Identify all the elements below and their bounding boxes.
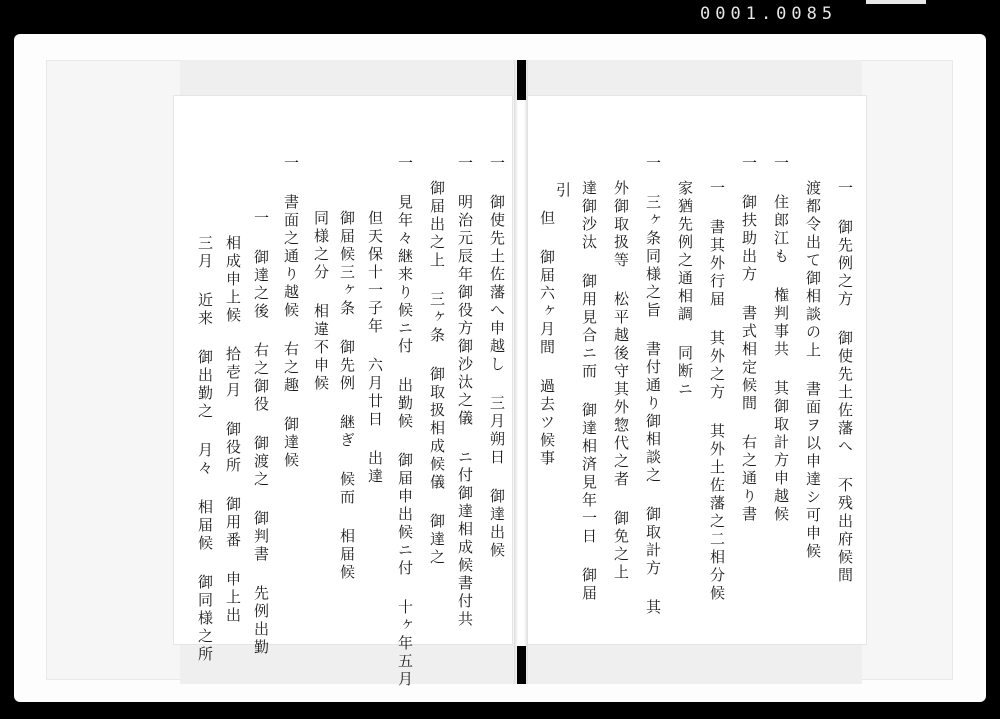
spine-clip-top bbox=[517, 60, 526, 100]
book-spine bbox=[514, 60, 528, 684]
right-page-line: 達御沙汰 御用見合ニ而 御達相済見年一日 御届 bbox=[580, 180, 598, 603]
left-page-top-margin bbox=[180, 60, 514, 100]
left-page-line: 三月 近来 御出勤之 月々 相届候 御同様之所 bbox=[196, 235, 214, 664]
right-page-line: 但 御届六ヶ月間 過去ツ候事 bbox=[538, 210, 556, 468]
right-page-line: 一 住郎江も 権判事共 其御取計方申越候 bbox=[772, 155, 790, 524]
left-page-line: 一 御達之後 右之御役 御渡之 御判書 先例出勤 bbox=[252, 210, 270, 657]
book-spread bbox=[168, 60, 874, 689]
right-page-bottom-margin bbox=[528, 644, 862, 684]
right-page-line: 一 御扶助出方 書式相定候間 右之通り書 bbox=[740, 155, 758, 524]
frame-number: 0001.0085 bbox=[700, 4, 838, 24]
right-page-top-margin bbox=[528, 60, 862, 100]
left-page-line: 但天保十一子年 六月廿日 出達 bbox=[366, 210, 384, 486]
left-page-line: 御届候三ヶ条 御先例 継ぎ 候而 相届候 bbox=[338, 210, 356, 582]
left-page-line: 一 御使先土佐藩へ申越し 三月朔日 御達出候 bbox=[488, 155, 506, 560]
left-page-line: 一 書面之通り越候 右之趣 御達候 bbox=[282, 155, 300, 470]
left-page-line: 一 明治元辰年御役方御沙汰之儀 ニ付御達相成候書付共 bbox=[456, 155, 474, 629]
right-page-line: 一 三ヶ条同様之旨 書付通り御相談之 御取計方 其 bbox=[644, 155, 662, 617]
right-page-line: 外御取扱等 松平越後守其外惣代之者 御免之上 bbox=[612, 180, 630, 582]
right-page-line: 渡都令出て御相談の上 書面ヲ以申達シ可申候 bbox=[804, 180, 822, 561]
right-page-line: 一 御先例之方 御使先土佐藩へ 不残出府候間 bbox=[836, 180, 854, 585]
spine-clip-bottom bbox=[517, 646, 526, 684]
left-page-line: 同様之分 相違不申候 bbox=[312, 210, 330, 393]
left-page-line: 御届出之上 三ヶ条 御取扱相成候儀 御達之 bbox=[428, 180, 446, 567]
left-page-bottom-margin bbox=[180, 644, 514, 684]
right-page-line: 引 bbox=[554, 182, 572, 200]
frame-marker bbox=[866, 0, 926, 4]
right-page-line: 家猶先例之通相調 同断ニ bbox=[676, 180, 694, 399]
right-page-line: 一 書其外行届 其外之方 其外土佐藩之二相分候 bbox=[708, 180, 726, 603]
left-page-line: 一 見年々継来り候ニ付 出勤候 御届申出候ニ付 十ヶ年五月 bbox=[396, 155, 414, 689]
left-page-line: 相成申上候 拾壱月 御役所 御用番 申上出 bbox=[224, 235, 242, 625]
